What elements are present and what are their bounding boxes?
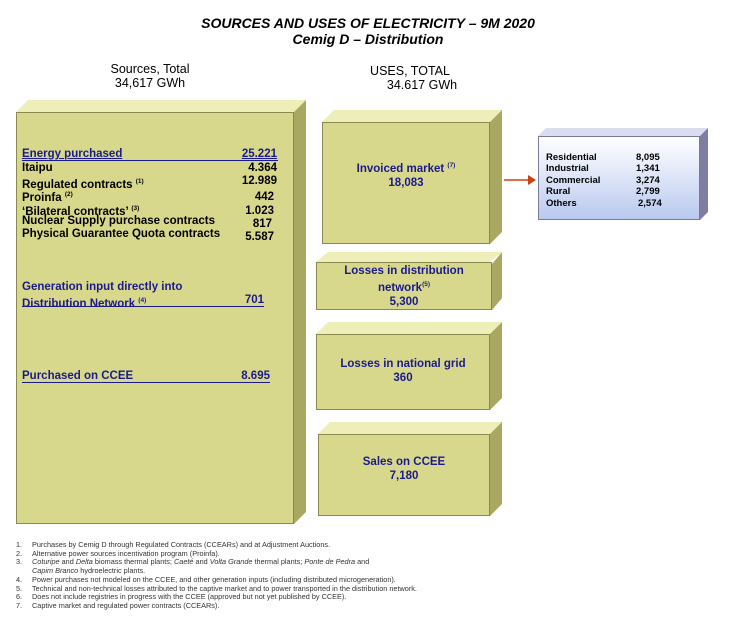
segment-value-residential: 8,095 — [636, 152, 660, 163]
generation-underline — [22, 306, 264, 307]
segment-label-industrial: Industrial — [546, 163, 589, 174]
source-item-quota: Physical Guarantee Quota contracts — [22, 228, 221, 240]
losses-distribution-text: Losses in distribution network$^{(5)}$ 5,300 — [344, 265, 464, 308]
source-item-nuclear: Nuclear Supply purchase contracts — [22, 215, 216, 227]
source-item-bilateral: ‘Bilateral contracts’ $^{(3)}$ — [22, 205, 140, 218]
sources-heading: Sources, Total 34,617 GWh — [110, 62, 190, 90]
source-value-itaipu: 4.364 — [248, 162, 277, 174]
ccee-purchased-label: Purchased on CCEE — [22, 370, 134, 382]
footnote-6: 6. Does not include registries in progress with the CCEE (approved but not yet published by CCEE). — [16, 592, 347, 602]
source-item-regulated: Regulated contracts $^{(1)}$ — [22, 178, 144, 191]
energy-purchased-value: 25.221 — [241, 148, 277, 160]
losses-grid-text: Losses in national grid 360 — [340, 358, 466, 384]
uses-heading: USES, TOTAL 34.617 GWh — [370, 64, 458, 92]
source-value-proinfa: 442 — [254, 191, 274, 203]
invoiced-market-text: Invoiced market $^{(7)}$ 18,083 — [356, 162, 456, 189]
source-value-bilateral: 1.023 — [245, 205, 274, 217]
segment-label-rural: Rural — [546, 186, 571, 197]
source-item-itaipu: Itaipu — [22, 162, 53, 174]
segment-label-others: Others — [546, 198, 577, 209]
segment-value-others: 2,574 — [638, 198, 662, 209]
footnote-7: 7. Captive market and regulated power contracts (CCEARs). — [16, 600, 220, 610]
sales-ccee-text: Sales on CCEE 7,180 — [362, 456, 446, 482]
source-value-nuclear: 817 — [252, 218, 272, 230]
source-value-quota: 5.587 — [245, 231, 274, 243]
footnote-3-cont: Capim Branco hydroelectric plants. — [32, 566, 146, 576]
source-value-regulated: 12.989 — [241, 175, 277, 187]
footnote-1: 1. Purchases by Cemig D through Regulated Contracts (CCEARs) and at Adjustment Auctions. — [16, 540, 331, 549]
energy-purchased-label: Energy purchased — [22, 148, 123, 160]
segment-value-industrial: 1,341 — [636, 163, 660, 174]
footnote-2: 2. Alternative power sources incentivation program (Proinfa). — [16, 548, 220, 558]
page-title: SOURCES AND USES OF ELECTRICITY – 9M 2020 — [201, 15, 535, 31]
footnotes — [16, 541, 716, 611]
generation-value: 701 — [244, 294, 264, 306]
generation-label-line1: Generation input directly into — [22, 281, 183, 293]
segment-label-commercial: Commercial — [546, 175, 601, 186]
generation-label-line2: Distribution Network $^{(4)}$ — [22, 297, 147, 310]
footnote-4: 4. Power purchases not modeled on the CCEE, and other generation inputs (including distributed microgeneration). — [16, 574, 396, 584]
footnote-3: 3. Coturipe and Delta biomass thermal plants; Caeté and Volta Grande thermal plants; Ponte de Pedra and — [16, 557, 370, 567]
segment-value-commercial: 3,274 — [636, 175, 660, 186]
segment-label-residential: Residential — [546, 152, 597, 163]
arrow-right-icon — [504, 174, 536, 186]
footnote-5: 5. Technical and non-technical losses attributed to the captive market and to power transported in the distribution network. — [16, 583, 417, 593]
segment-value-rural: 2,799 — [636, 186, 660, 197]
ccee-underline — [22, 382, 270, 383]
ccee-purchased-value: 8.695 — [241, 370, 270, 382]
energy-purchased-underline — [22, 160, 278, 161]
source-item-proinfa: Proinfa $^{(2)}$ — [22, 191, 73, 204]
page-subtitle: Cemig D – Distribution — [292, 31, 444, 47]
